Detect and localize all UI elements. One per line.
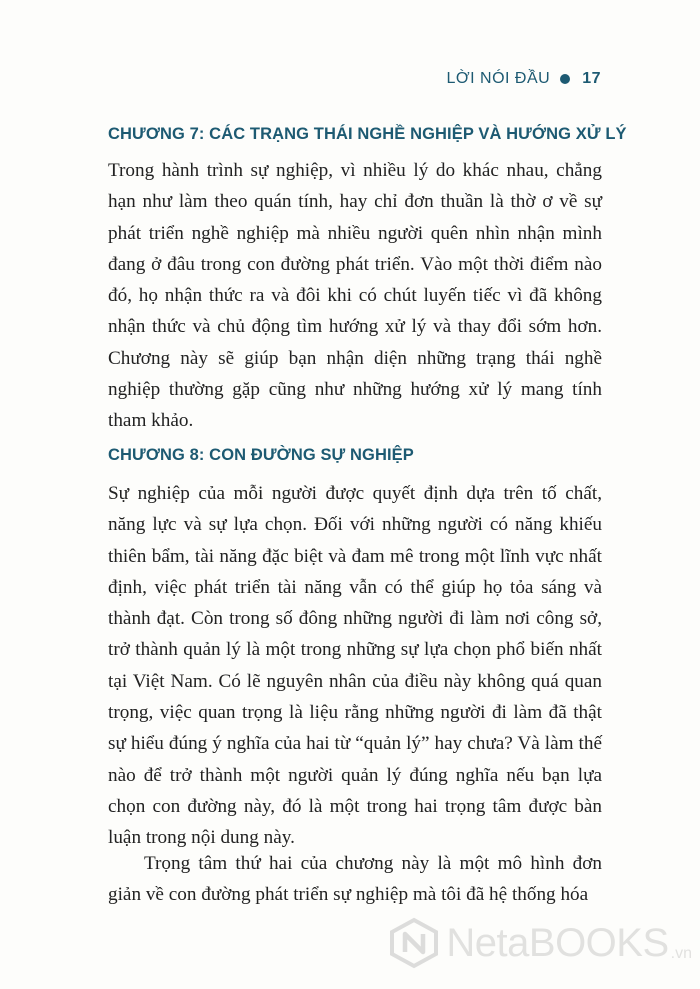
running-header: [447, 70, 601, 88]
netabooks-logo-icon: [388, 917, 440, 969]
section-chapter-7: [108, 125, 627, 144]
watermark-tld: .vn: [670, 945, 692, 962]
section-chapter-7-body: [108, 155, 602, 437]
section-heading: CHƯƠNG 8: CON ĐƯỜNG SỰ NGHIỆP: [108, 446, 414, 464]
bullet-dot-icon: [560, 74, 570, 84]
page-number: 17: [582, 70, 601, 87]
section-heading: CHƯƠNG 7: CÁC TRẠNG THÁI NGHỀ NGHIỆP VÀ HƯỚNG XỬ LÝ: [108, 125, 627, 143]
watermark: [388, 917, 692, 969]
section-chapter-8: [108, 446, 602, 465]
section-chapter-8-body: [108, 478, 602, 854]
section-chapter-8-body-2: [108, 848, 602, 911]
paragraph: Trọng tâm thứ hai của chương này là một mô hình đơn giản về con đường phát triển sự nghiệp mà tôi đã hệ thống hóa: [108, 853, 602, 906]
paragraph: Trong hành trình sự nghiệp, vì nhiều lý do khác nhau, chẳng hạn như làm theo quán tính, hay chỉ đơn thuần là thờ ơ về sự phát triển nghề nghiệp mà nhiều người quên nhìn nhận mình đang ở đâu trong con đường phát triển. Vào một thời điểm nào đó, họ nhận thức ra và đôi khi có chút luyến tiếc vì đã không nhận thức và chủ động tìm hướng xử lý và thay đổi sớm hơn. Chương này sẽ giúp bạn nhận diện những trạng thái nghề nghiệp thường gặp cũng như những hướng xử lý mang tính tham khảo.: [108, 160, 602, 432]
running-header-title: LỜI NÓI ĐẦU: [446, 70, 551, 87]
paragraph: Sự nghiệp của mỗi người được quyết định dựa trên tố chất, năng lực và sự lựa chọn. Đối với những người có năng khiếu thiên bẩm, tài năng đặc biệt và đam mê trong một lĩnh vực nhất định, việc phát triển tài năng vẫn có thể giúp họ tỏa sáng và thành đạt. Còn trong số đông những người đi làm nơi công sở, trở thành quản lý là một trong những sự lựa chọn phổ biến nhất tại Việt Nam. Có lẽ nguyên nhân của điều này không quá quan trọng, việc quan trọng là liệu rằng những người đi làm đã thật sự hiểu đúng ý nghĩa của hai từ “quản lý” hay chưa? Và làm thế nào để trở thành một người quản lý đúng nghĩa nếu bạn lựa chọn con đường này, đó là một trong hai trọng tâm được bàn luận trong nội dung này.: [108, 483, 602, 849]
watermark-brand: NetaBOOKS: [446, 920, 669, 965]
